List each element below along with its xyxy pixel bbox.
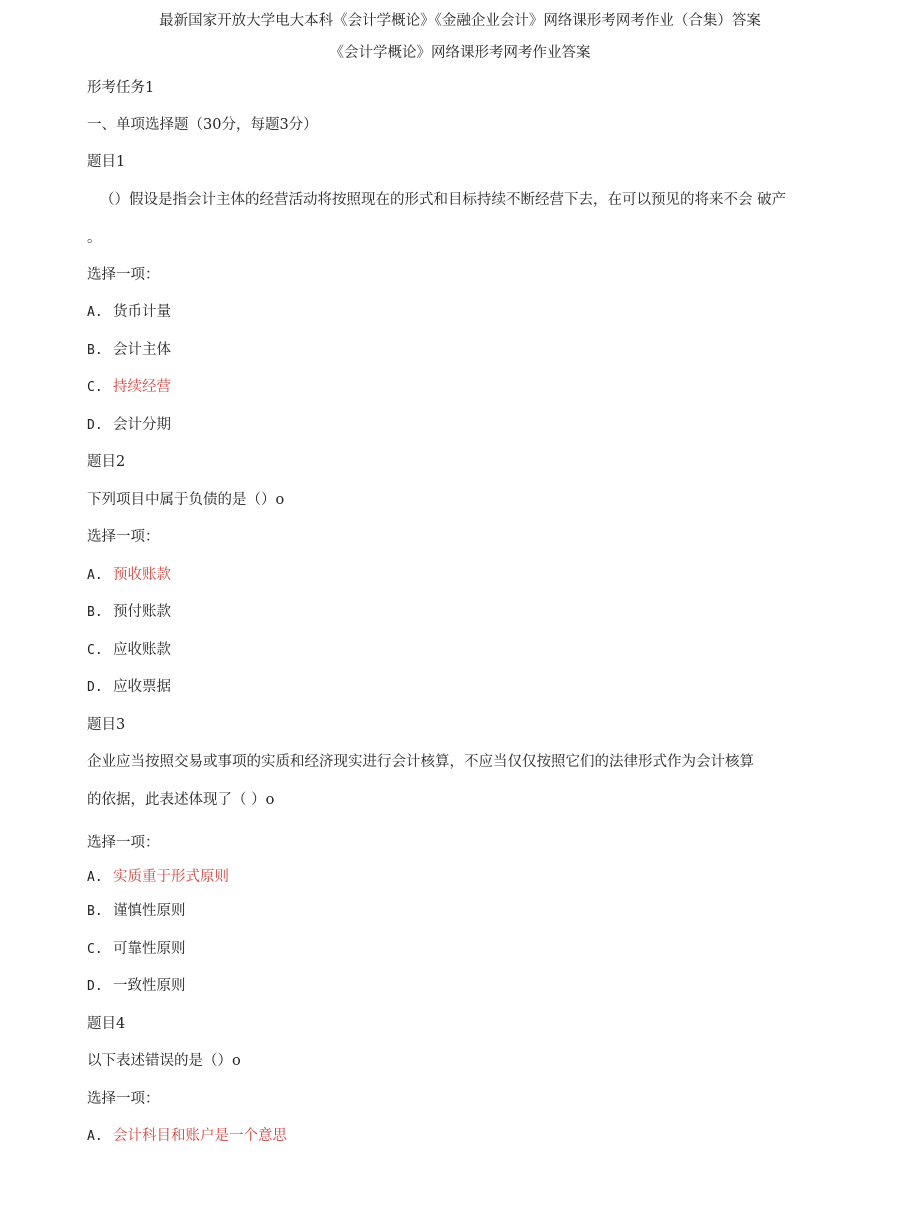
choose-one-label: 选择一项： <box>87 835 160 851</box>
option-text: 一致性原则 <box>113 978 186 994</box>
option-letter: B. <box>87 904 103 919</box>
option-letter: D. <box>87 418 103 433</box>
option-text: 谨慎性原则 <box>113 903 186 919</box>
option-item-correct <box>87 377 171 398</box>
option-letter: C. <box>87 942 103 957</box>
option-letter: B. <box>87 605 103 620</box>
correct-answer-text: 会计科目和账户是一个意思 <box>113 1128 287 1144</box>
option-item <box>87 302 171 323</box>
option-text: 应收票据 <box>113 679 171 695</box>
correct-answer-text: 预收账款 <box>113 567 171 583</box>
option-letter: B. <box>87 343 103 358</box>
option-letter: A. <box>87 1129 103 1144</box>
correct-answer-text: 持续经营 <box>113 379 171 395</box>
section-heading: 一、单项选择题（30分，每题3分） <box>87 117 318 133</box>
choose-one-label: 选择一项： <box>87 529 160 545</box>
option-text: 应收账款 <box>113 642 171 658</box>
choose-one-label: 选择一项： <box>87 1091 160 1107</box>
option-item <box>87 340 171 361</box>
question-label: 题目4 <box>87 1016 126 1032</box>
task-heading: 形考任务1 <box>87 80 155 96</box>
option-item <box>87 415 171 436</box>
question-text: 下列项目中属于负债的是（）o <box>87 492 285 508</box>
option-text: 可靠性原则 <box>113 941 186 957</box>
option-letter: A. <box>87 568 103 583</box>
question-text-continued: 。 <box>87 230 102 246</box>
option-text: 预付账款 <box>113 604 171 620</box>
question-text: 企业应当按照交易或事项的实质和经济现实进行会计核算，不应当仅仅按照它们的法律形式作为会计核算 <box>87 754 754 770</box>
option-item <box>87 677 171 698</box>
option-letter: C. <box>87 380 103 395</box>
option-letter: A. <box>87 870 103 885</box>
option-letter: D. <box>87 680 103 695</box>
option-letter: C. <box>87 643 103 658</box>
option-item-correct <box>87 867 229 888</box>
choose-one-label: 选择一项： <box>87 267 160 283</box>
question-text: 以下表述错误的是（）o <box>87 1053 241 1069</box>
option-item <box>87 939 186 960</box>
question-text: （）假设是指会计主体的经营活动将按照现在的形式和目标持续不断经营下去，在可以预见的将来不会 破产 <box>100 192 787 208</box>
option-item <box>87 640 171 661</box>
question-label: 题目1 <box>87 154 126 170</box>
question-label: 题目2 <box>87 454 126 470</box>
option-letter: A. <box>87 305 103 320</box>
option-item <box>87 976 186 997</box>
correct-answer-text: 实质重于形式原则 <box>113 869 229 885</box>
option-item-correct <box>87 565 171 586</box>
option-item-correct <box>87 1126 287 1147</box>
document-title: 最新国家开放大学电大本科《会计学概论》《金融企业会计》网络课形考网考作业（合集）答案 <box>159 13 761 29</box>
option-text: 会计分期 <box>113 417 171 433</box>
document-subtitle: 《会计学概论》网络课形考网考作业答案 <box>329 45 591 61</box>
option-letter: D. <box>87 979 103 994</box>
option-text: 货币计量 <box>113 304 171 320</box>
question-label: 题目3 <box>87 717 126 733</box>
question-text-continued: 的依据，此表述体现了（ ）o <box>87 792 275 808</box>
option-item <box>87 602 171 623</box>
option-item <box>87 901 186 922</box>
option-text: 会计主体 <box>113 342 171 358</box>
